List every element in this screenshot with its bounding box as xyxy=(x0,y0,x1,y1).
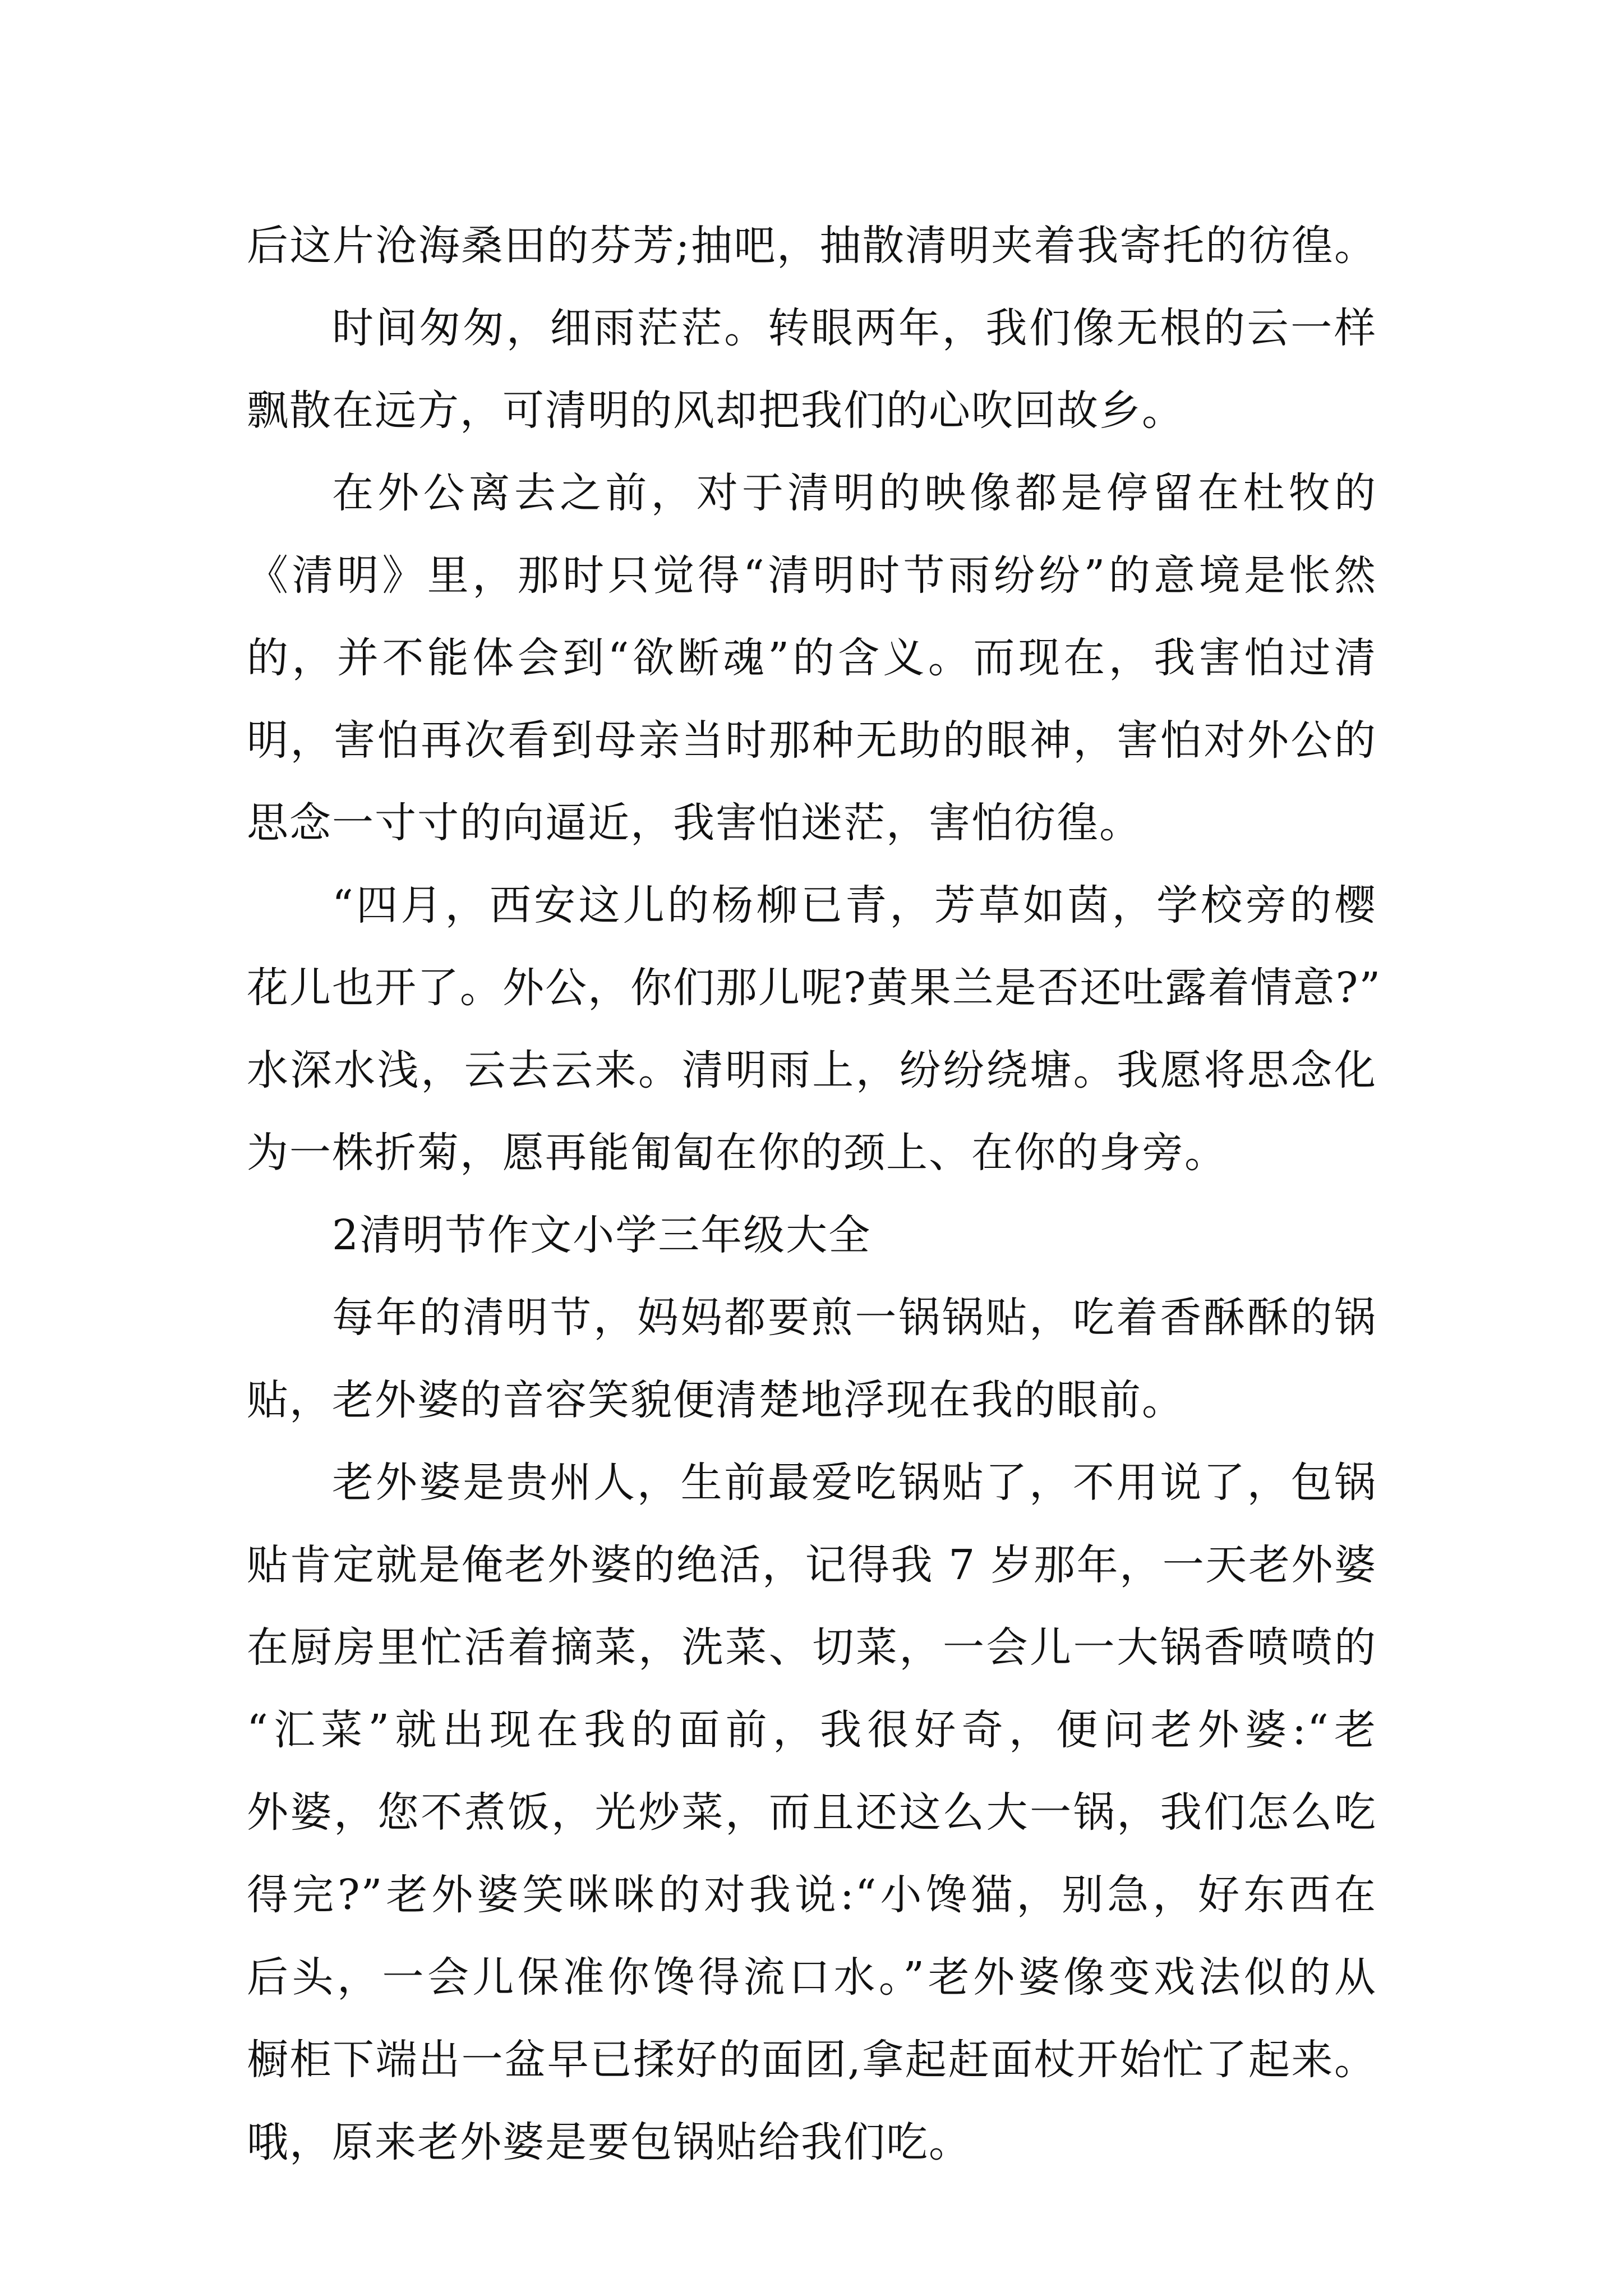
text-line: 贴肯定就是俺老外婆的绝活，记得我 7 岁那年，一天老外婆 xyxy=(247,1541,1377,1589)
text-line: 明，害怕再次看到母亲当时那种无助的眼神，害怕对外公的 xyxy=(247,716,1377,765)
text-line: 得完?”老外婆笑咪咪的对我说:“小馋猫，别急，好东西在 xyxy=(247,1871,1377,1919)
text-line: 后头，一会儿保准你馋得流口水。”老外婆像变戏法似的从 xyxy=(247,1953,1377,2001)
document-body xyxy=(247,205,1382,2184)
text-line: 水深水浅，云去云来。清明雨上，纷纷绕塘。我愿将思念化 xyxy=(247,1046,1377,1094)
text-line: 《清明》里，那时只觉得“清明时节雨纷纷”的意境是怅然 xyxy=(247,551,1377,600)
text-line: 飘散在远方，可清明的风却把我们的心吹回故乡。 xyxy=(247,386,1184,435)
text-line: 后这片沧海桑田的芬芳;抽吧，抽散清明夹着我寄托的彷徨。 xyxy=(247,222,1377,270)
text-line: “四月，西安这儿的杨柳已青，芳草如茵，学校旁的樱 xyxy=(332,881,1377,930)
text-line: 花儿也开了。外公，你们那儿呢?黄果兰是否还吐露着情意?” xyxy=(247,964,1382,1012)
text-line: 在外公离去之前，对于清明的映像都是停留在杜牧的 xyxy=(332,469,1377,517)
text-line: “汇菜”就出现在我的面前，我很好奇，便问老外婆:“老 xyxy=(247,1706,1377,1754)
text-line: 外婆，您不煮饭，光炒菜，而且还这么大一锅，我们怎么吃 xyxy=(247,1788,1377,1837)
text-line: 哦，原来老外婆是要包锅贴给我们吃。 xyxy=(247,2118,971,2166)
text-line: 为一株折菊，愿再能匍匐在你的颈上、在你的身旁。 xyxy=(247,1129,1227,1177)
text-line: 橱柜下端出一盆早已揉好的面团,拿起赶面杖开始忙了起来。 xyxy=(247,2036,1377,2084)
text-line: 贴，老外婆的音容笑貌便清楚地浮现在我的眼前。 xyxy=(247,1376,1184,1424)
section-heading: 2清明节作文小学三年级大全 xyxy=(332,1211,872,1259)
text-line: 时间匆匆，细雨茫茫。转眼两年，我们像无根的云一样 xyxy=(332,304,1377,352)
text-line: 每年的清明节，妈妈都要煎一锅锅贴，吃着香酥酥的锅 xyxy=(332,1294,1377,1342)
text-line: 老外婆是贵州人，生前最爱吃锅贴了，不用说了，包锅 xyxy=(332,1458,1377,1507)
text-line: 思念一寸寸的向逼近，我害怕迷茫，害怕彷徨。 xyxy=(247,799,1142,847)
text-line: 的，并不能体会到“欲断魂”的含义。而现在，我害怕过清 xyxy=(247,634,1377,682)
text-line: 在厨房里忙活着摘菜，洗菜、切菜，一会儿一大锅香喷喷的 xyxy=(247,1623,1377,1672)
